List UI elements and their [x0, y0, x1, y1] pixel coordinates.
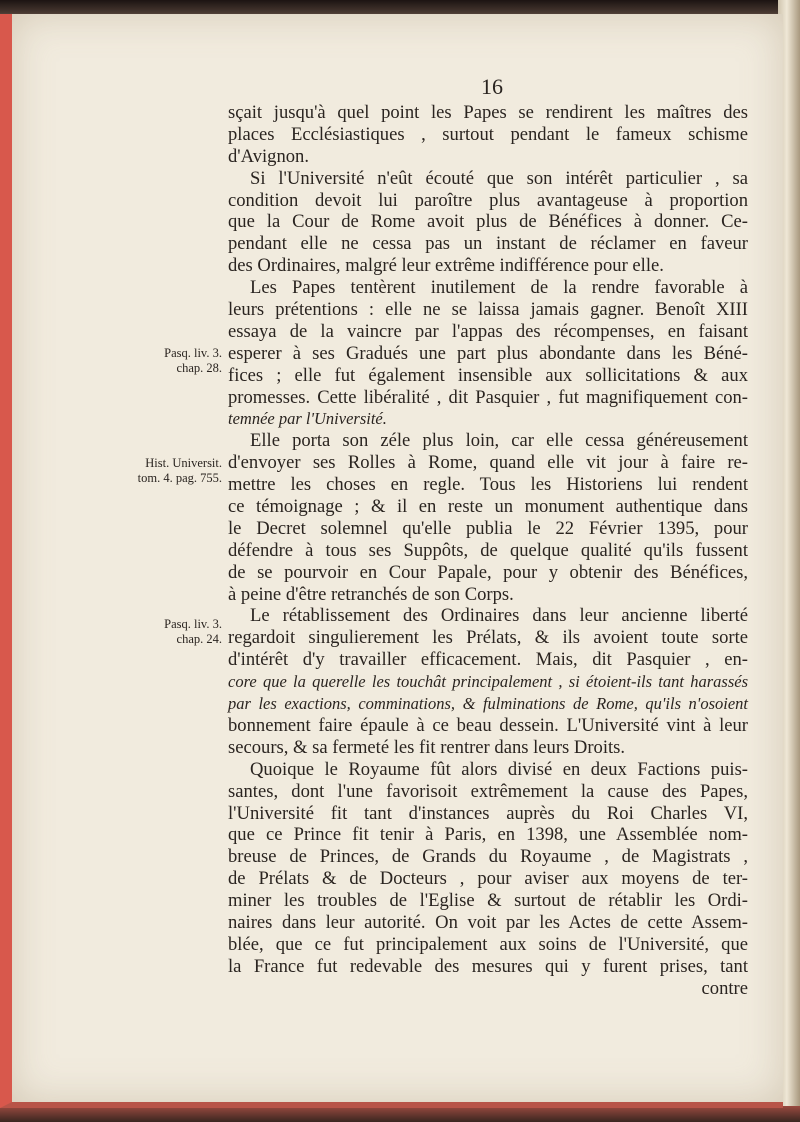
margin-note-line: tom. 4. pag. 755. — [137, 471, 222, 485]
text-line: regardoit singulierement les Prélats, & ils avoient toute sorte — [228, 627, 748, 649]
text-line: d'Avignon. — [228, 145, 309, 167]
margin-note-line: Hist. Universit. — [145, 456, 222, 470]
text-line: secours, & sa fermeté les fit rentrer dans leurs Droits. — [228, 736, 626, 758]
text-line: de se pourvoir en Cour Papale, pour y obtenir des Bénéfices, — [228, 561, 748, 583]
text-line: la France fut redevable des mesures qui y furent prises, tant — [228, 955, 748, 977]
body-text — [228, 102, 748, 1000]
text-line: promesses. Cette libéralité , dit Pasquier , fut magnifiquement con- — [228, 386, 748, 408]
margin-note-line: Pasq. liv. 3. — [164, 617, 222, 631]
text-line: des Ordinaires, malgré leur extrême indifférence pour elle. — [228, 255, 664, 277]
margin-note — [112, 617, 222, 647]
text-line: blée, que ce fut principalement aux soins de l'Université, que — [228, 933, 748, 955]
margin-note — [112, 346, 222, 376]
text-line: santes, dont l'une favorisoit extrêmement la cause des Papes, — [228, 780, 748, 802]
text-line: à peine d'être retranchés de son Corps. — [228, 583, 514, 605]
text-line: Le rétablissement des Ordinaires dans leur ancienne liberté — [250, 605, 748, 627]
book-bottom-edge — [0, 1106, 800, 1122]
margin-note — [112, 456, 222, 486]
text-line: Quoique le Royaume fût alors divisé en deux Factions puis- — [250, 758, 748, 780]
margin-note-line: Pasq. liv. 3. — [164, 346, 222, 360]
text-line: défendre à tous ses Suppôts, de quelque qualité qu'ils fussent — [228, 539, 748, 561]
text-line: contre — [701, 977, 748, 999]
text-line: condition devoit lui paroître plus avantageuse à proportion — [228, 189, 748, 211]
text-line: le Decret solemnel qu'elle publia le 22 Février 1395, pour — [228, 517, 748, 539]
text-line: Les Papes tentèrent inutilement de la rendre favorable à — [250, 277, 748, 299]
text-line: core que la querelle les touchât principalement , si étoient-ils tant harassés — [228, 672, 748, 692]
text-line: mettre les choses en regle. Tous les Historiens lui rendent — [228, 474, 748, 496]
text-line: temnée par l'Université. — [228, 409, 387, 429]
text-line: par les exactions, comminations, & fulminations de Rome, qu'ils n'osoient — [228, 694, 748, 714]
text-line: places Ecclésiastiques , surtout pendant le fameux schisme — [228, 123, 748, 145]
text-line: naires dans leur autorité. On voit par les Actes de cette Assem- — [228, 911, 748, 933]
text-line: bonnement faire épaule à ce beau dessein. L'Université vint à leur — [228, 714, 748, 736]
text-line: d'envoyer ses Rolles à Rome, quand elle vit jour à faire re- — [228, 452, 748, 474]
text-line: leurs prétentions : elle ne se laissa jamais gagner. Benoît XIII — [228, 299, 748, 321]
text-line: breuse de Princes, de Grands du Royaume , de Magistrats , — [228, 846, 748, 868]
text-line: fices ; elle fut également insensible aux sollicitations & aux — [228, 364, 748, 386]
margin-note-line: chap. 24. — [176, 632, 222, 646]
text-line: pendant elle ne cessa pas un instant de réclamer en faveur — [228, 233, 748, 255]
text-line: l'Université fit tant d'instances auprès du Roi Charles VI, — [228, 802, 748, 824]
text-line: essaya de la vaincre par l'appas des récompenses, en faisant — [228, 320, 748, 342]
text-line: Elle porta son zéle plus loin, car elle cessa généreusement — [250, 430, 748, 452]
text-line: sçait jusqu'à quel point les Papes se rendirent les maîtres des — [228, 102, 748, 123]
margin-note-line: chap. 28. — [176, 361, 222, 375]
text-line: ce témoignage ; & il en reste un monument authentique dans — [228, 496, 748, 518]
page-number: 16 — [481, 74, 503, 99]
text-line: esperer à ses Gradués une part plus abondante dans les Béné- — [228, 342, 748, 364]
text-line: miner les troubles de l'Eglise & surtout de rétablir les Ordi- — [228, 890, 748, 912]
text-line: que ce Prince fit tenir à Paris, en 1398, une Assemblée nom- — [228, 824, 748, 846]
text-line: de Prélats & de Docteurs , pour aviser aux moyens de ter- — [228, 868, 748, 890]
text-line: que la Cour de Rome avoit plus de Bénéfices à donner. Ce- — [228, 211, 748, 233]
text-line: d'intérêt d'y travailler efficacement. Mais, dit Pasquier , en- — [228, 649, 748, 671]
text-line: Si l'Université n'eût écouté que son intérêt particulier , sa — [250, 167, 748, 189]
